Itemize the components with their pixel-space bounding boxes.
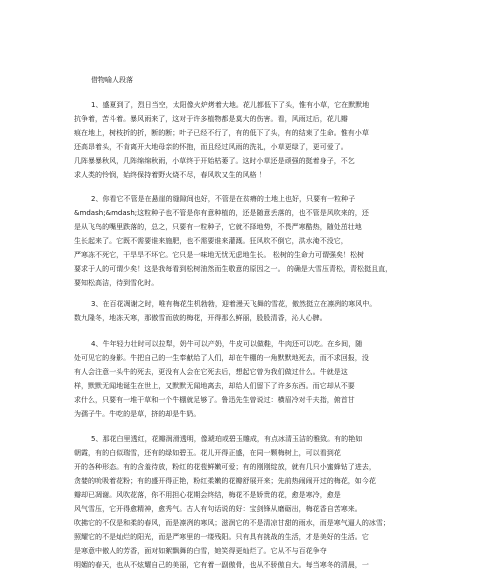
paragraph-line: 样，默默无闻地诞生在世上，又默默无闻地离去，却给人们留下了许多东西。而它却从不要	[74, 382, 355, 390]
paragraph-line: 开的各种形态。有的含羞待放，粉红的花苞鲜嫩可爱；有的刚刚绽放，就有几只小蜜蜂钻了进去，	[74, 463, 376, 471]
paragraph-line: 风气雪压，它开得愈精神，愈秀气。古人有句话说的好：宝剑锋从磨砺出，梅花香自苦寒来。	[74, 505, 362, 513]
paragraph-line: 是从飞鸟的嘴里跌落的，总之，只要有一粒种子，它就不择地势，不畏严寒酷热，随处茁壮地	[74, 223, 362, 231]
paragraph-line: 要知松高洁，待到雪化时。	[74, 279, 159, 287]
paragraph-line: 求什么，只要有一堆干草和一个牛棚就足够了。鲁迅先生曾说过：横眉冷对千夫指，俯首甘	[74, 396, 355, 404]
paragraph-line: 抗争着，苦斗着。暴风雨来了，这对于许多植物都是莫大的伤害。看，风雨过后，花儿瓣	[74, 115, 348, 123]
paragraph-line: 为孺子牛。牛吃的是草，挤的却是牛奶。	[74, 410, 201, 418]
paragraph-line: 求人类的怜悯，始终保持着野火烧不尽，春风吹又生的风格 ！	[74, 171, 266, 179]
paragraph-line: 贪婪的吮吸着花粉；有的盛开得正艳，粉红柔嫩的花瓣舒展开来；先前热闹闹开过的梅花，如今花	[74, 477, 376, 485]
paragraph-line: 1、盛夏到了，烈日当空，太阳像火炉烤着大地。花儿都低下了头，惟有小草，它在默默地	[91, 101, 370, 109]
paragraph-line: 有人会注意一头牛的死去，更没有人会在它死去后，想起它曾为我们做过什么。牛就是这	[74, 368, 348, 376]
paragraph-line: 几阵暴暴秋风，几阵绵绵秋雨，小草终于开始枯萎了。这时小草还是顽强的挺着身子，不乞	[74, 157, 355, 165]
paragraph-line: 严寒冻不死它，干旱旱不坏它。它只是一味地无忧无虑地生长。 松树的生命力可谓强矣！松树	[74, 251, 365, 259]
paragraph-line: 还高昂着头，不肯离开大地母亲的怀抱，而且经过风雨的洗礼，小草更绿了，更可爱了。	[74, 143, 348, 151]
paragraph-line: 生长起来了。它既不需要谁来施肥，也不需要谁来灌溉。狂风吹不倒它，洪水淹不没它，	[74, 237, 348, 245]
paragraph-line: 4、牛年轻力壮时可以拉犁，奶牛可以产奶，牛皮可以做鞋，牛肉还可以吃。在乡间，随	[91, 340, 363, 348]
paragraph-line: 要求于人的可谓少矣！这是我每看到松树油然而生敬意的原因之一。 的确是大雪压青松，青松挺且直，	[74, 265, 393, 273]
paragraph-line: 5、那花白里透红，花瓣润滑透明，像琥珀或碧玉雕成，有点冰清玉洁的雅致。有的艳如	[91, 435, 363, 443]
paragraph-line: 处可见它的身影。牛把自己的一生奉献给了人们，却在牛棚的一角默默地死去，而不求回报，没	[74, 354, 369, 362]
paragraph-line: 是寒意中傲人的芳香，面对如絮飘舞的白雪，她笑得更灿烂了。它从不与百花争夺	[74, 547, 327, 555]
paragraph-line: 明媚的春天，也从不炫耀自己的美丽，它有着一副傲骨，也从不骄傲自大。每当寒冬的清晨，一	[74, 561, 369, 569]
paragraph-line: 照耀它的不是灿烂的阳光，而是严寒里的一缕残阳。只有具有挑战的生活，才是美好的生活。它	[74, 533, 369, 541]
paragraph-line: 朝霞，有的白似瑞雪，还有的绿如碧玉。花儿开得正盛，在同一颗梅树上，可以看到花	[74, 449, 341, 457]
paragraph-line: 痕在地上，树枝折的折，断的断；叶子已经不行了，有的低下了头，有的结束了生命。惟有小草	[74, 129, 369, 137]
document-title: 借物喻人段落	[91, 76, 133, 84]
paragraph-line: 3、在百花凋谢之时，唯有梅花生机勃勃，迎着漫天飞舞的雪花，傲然挺立在凛冽的寒风中。	[91, 300, 377, 308]
paragraph-line: 2、你看它不管是在悬崖的缝隙间也好，不管是在贫瘠的土地上也好，只要有一粒种子	[91, 195, 356, 203]
paragraph-line: &mdash;&mdash;这粒种子也不管是你有意种植的，还是随意丢落的，也不管是风吹来的，还	[74, 209, 369, 217]
paragraph-line: 瓣却已凋谢。风吹花落，你不用担心花期会终结，梅花不是娇贵的花，愈是寒冷，愈是	[74, 491, 341, 499]
paragraph-line: 数九隆冬，地冻天寒，那傲雪而放的梅花，开得那么鲜丽，股股清香，沁人心脾。	[74, 314, 327, 322]
paragraph-line: 吹拂它的不仅是和柔的春风，而是凛冽的寒风；滋润它的不是清凉甘甜的雨水，而是寒气逼人的冰雪；	[74, 519, 390, 527]
